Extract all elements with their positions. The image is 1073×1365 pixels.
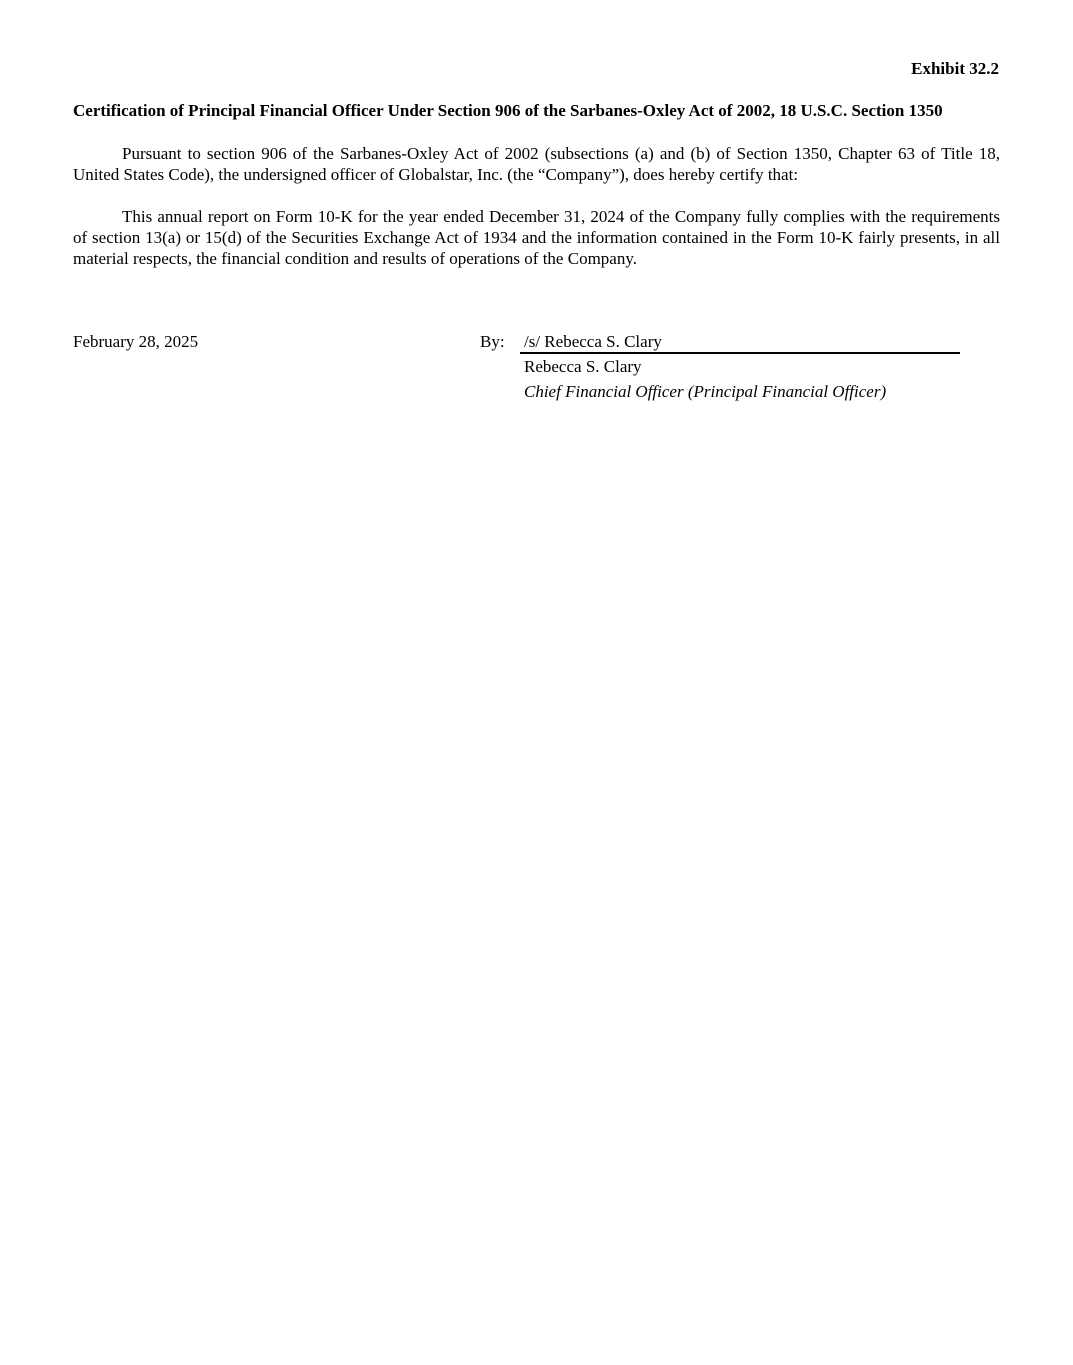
signer-name: Rebecca S. Clary [524, 357, 642, 376]
certification-title: Certification of Principal Financial Officer Under Section 906 of the Sarbanes-Oxley Act of 2002, 18 U.S.C. Section 1350 [73, 101, 943, 120]
by-label: By: [480, 332, 505, 351]
signature-date: February 28, 2025 [73, 332, 199, 351]
body-paragraph-1: Pursuant to section 906 of the Sarbanes-Oxley Act of 2002 (subsections (a) and (b) of Section 1350, Chapter 63 of Title 18, United States Code), the undersigned officer of Globalstar, Inc. (the “Company”), does hereby certify that: [73, 144, 1000, 184]
signature: /s/ Rebecca S. Clary [524, 332, 662, 351]
exhibit-label: Exhibit 32.2 [911, 59, 999, 78]
body-paragraph-2: This annual report on Form 10-K for the year ended December 31, 2024 of the Company fully complies with the requirements of section 13(a) or 15(d) of the Securities Exchange Act of 1934 and the information contained in the Form 10-K fairly presents, in all material respects, the financial condition and results of operations of the Company. [73, 207, 1000, 268]
signer-title: Chief Financial Officer (Principal Financial Officer) [524, 382, 887, 401]
